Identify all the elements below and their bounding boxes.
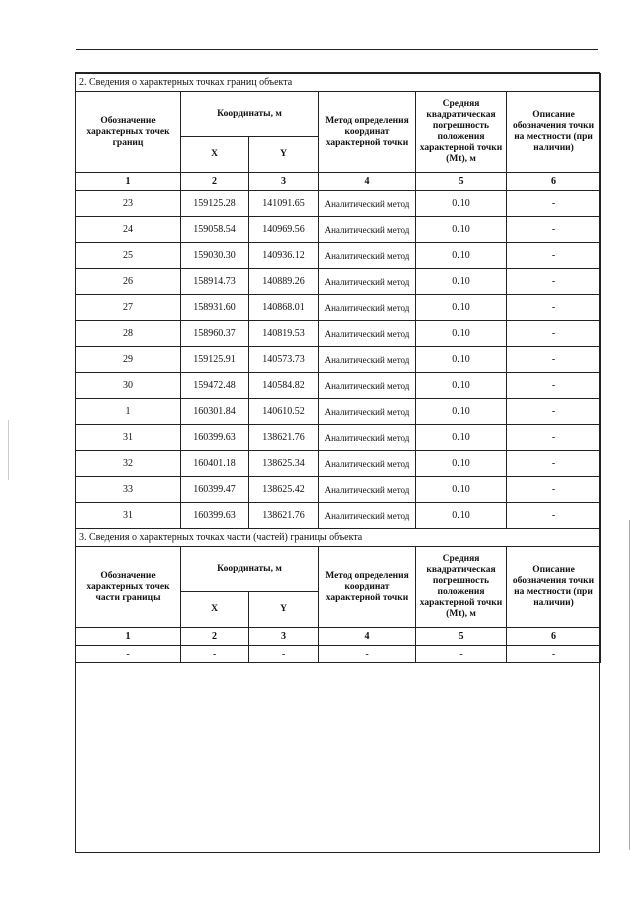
point-id: 26 [76, 269, 181, 295]
column-number: 4 [319, 628, 416, 646]
point-id: 25 [76, 243, 181, 269]
point-id: 31 [76, 503, 181, 529]
mt-error: 0.10 [416, 321, 507, 347]
header-x: X [181, 592, 249, 628]
coord-y: 140868.01 [249, 295, 319, 321]
table-row [76, 191, 601, 217]
point-description: - [507, 503, 601, 529]
method: Аналитический метод [319, 295, 416, 321]
mt-error: 0.10 [416, 347, 507, 373]
method: Аналитический метод [319, 347, 416, 373]
mt-error: 0.10 [416, 269, 507, 295]
coord-y: 141091.65 [249, 191, 319, 217]
top-rule [76, 49, 598, 50]
header-y: Y [249, 137, 319, 173]
table-row [76, 217, 601, 243]
coord-x: 160399.63 [181, 425, 249, 451]
header-method: Метод определения координат характерной точки [319, 92, 416, 173]
mt-error: 0.10 [416, 191, 507, 217]
header-method: Метод определения координат характерной точки [319, 547, 416, 628]
section3-title: 3. Сведения о характерных точках части (частей) границы объекта [76, 529, 601, 547]
coord-x: - [181, 646, 249, 663]
mt-error: 0.10 [416, 373, 507, 399]
coord-y: 140573.73 [249, 347, 319, 373]
section2-table [75, 73, 601, 529]
mt-error: 0.10 [416, 503, 507, 529]
table-row [76, 321, 601, 347]
point-description: - [507, 347, 601, 373]
point-description: - [507, 217, 601, 243]
method: Аналитический метод [319, 243, 416, 269]
column-number: 3 [249, 173, 319, 191]
coord-x: 158960.37 [181, 321, 249, 347]
point-id: 32 [76, 451, 181, 477]
table-row [76, 399, 601, 425]
header-coordinates: Координаты, м [181, 547, 319, 592]
mt-error: - [416, 646, 507, 663]
point-id: 30 [76, 373, 181, 399]
coord-x: 159125.91 [181, 347, 249, 373]
mt-error: 0.10 [416, 295, 507, 321]
column-numbers-row [76, 173, 601, 191]
point-description: - [507, 399, 601, 425]
mt-error: 0.10 [416, 477, 507, 503]
point-description: - [507, 451, 601, 477]
coord-x: 158931.60 [181, 295, 249, 321]
table-row [76, 295, 601, 321]
table-row [76, 646, 601, 663]
mt-error: 0.10 [416, 451, 507, 477]
point-description: - [507, 243, 601, 269]
point-description: - [507, 646, 601, 663]
section3-table [75, 528, 601, 663]
table-row [76, 269, 601, 295]
point-description: - [507, 477, 601, 503]
mt-error: 0.10 [416, 399, 507, 425]
mt-error: 0.10 [416, 217, 507, 243]
column-number: 5 [416, 173, 507, 191]
header-description: Описание обозначения точки на местности (при наличии) [507, 547, 601, 628]
header-y: Y [249, 592, 319, 628]
point-description: - [507, 425, 601, 451]
point-id: 29 [76, 347, 181, 373]
coord-x: 160301.84 [181, 399, 249, 425]
coord-x: 158914.73 [181, 269, 249, 295]
scan-artifact-left [8, 420, 9, 480]
coord-y: 140584.82 [249, 373, 319, 399]
column-number: 1 [76, 628, 181, 646]
header-designation: Обозначение характерных точек границ [76, 92, 181, 173]
mt-error: 0.10 [416, 425, 507, 451]
header-x: X [181, 137, 249, 173]
scan-artifact-right [629, 520, 630, 850]
point-id: - [76, 646, 181, 663]
coord-y: 138621.76 [249, 425, 319, 451]
column-number: 5 [416, 628, 507, 646]
method: Аналитический метод [319, 191, 416, 217]
coord-x: 160399.47 [181, 477, 249, 503]
coord-y: 140969.56 [249, 217, 319, 243]
point-id: 27 [76, 295, 181, 321]
table-row [76, 347, 601, 373]
table-row [76, 425, 601, 451]
point-description: - [507, 373, 601, 399]
header-description: Описание обозначения точки на местности (при наличии) [507, 92, 601, 173]
section2-title: 2. Сведения о характерных точках границ объекта [76, 74, 601, 92]
point-id: 1 [76, 399, 181, 425]
coord-y: 140819.53 [249, 321, 319, 347]
coord-x: 159058.54 [181, 217, 249, 243]
method: Аналитический метод [319, 425, 416, 451]
method: Аналитический метод [319, 217, 416, 243]
coord-y: 138621.76 [249, 503, 319, 529]
header-error: Средняя квадратическая погрешность положения характерной точки (Mt), м [416, 547, 507, 628]
coord-x: 159125.28 [181, 191, 249, 217]
header-error: Средняя квадратическая погрешность положения характерной точки (Mt), м [416, 92, 507, 173]
method: - [319, 646, 416, 663]
point-id: 33 [76, 477, 181, 503]
coord-x: 159472.48 [181, 373, 249, 399]
column-number: 3 [249, 628, 319, 646]
table-row [76, 451, 601, 477]
method: Аналитический метод [319, 321, 416, 347]
column-number: 2 [181, 173, 249, 191]
point-description: - [507, 191, 601, 217]
mt-error: 0.10 [416, 243, 507, 269]
table-row [76, 477, 601, 503]
point-id: 28 [76, 321, 181, 347]
method: Аналитический метод [319, 451, 416, 477]
coord-y: 138625.34 [249, 451, 319, 477]
method: Аналитический метод [319, 503, 416, 529]
coord-x: 160401.18 [181, 451, 249, 477]
coord-y: - [249, 646, 319, 663]
method: Аналитический метод [319, 477, 416, 503]
method: Аналитический метод [319, 373, 416, 399]
document-frame [75, 72, 600, 853]
column-number: 2 [181, 628, 249, 646]
coord-x: 159030.30 [181, 243, 249, 269]
column-number: 6 [507, 628, 601, 646]
table-row [76, 243, 601, 269]
method: Аналитический метод [319, 269, 416, 295]
coord-y: 140610.52 [249, 399, 319, 425]
coord-y: 140889.26 [249, 269, 319, 295]
point-id: 24 [76, 217, 181, 243]
table-row [76, 503, 601, 529]
coord-x: 160399.63 [181, 503, 249, 529]
point-description: - [507, 321, 601, 347]
header-designation: Обозначение характерных точек части границы [76, 547, 181, 628]
coord-y: 140936.12 [249, 243, 319, 269]
point-description: - [507, 269, 601, 295]
column-number: 6 [507, 173, 601, 191]
header-coordinates: Координаты, м [181, 92, 319, 137]
column-number: 4 [319, 173, 416, 191]
column-number: 1 [76, 173, 181, 191]
point-id: 31 [76, 425, 181, 451]
method: Аналитический метод [319, 399, 416, 425]
point-id: 23 [76, 191, 181, 217]
point-description: - [507, 295, 601, 321]
column-numbers-row [76, 628, 601, 646]
table-row [76, 373, 601, 399]
coord-y: 138625.42 [249, 477, 319, 503]
